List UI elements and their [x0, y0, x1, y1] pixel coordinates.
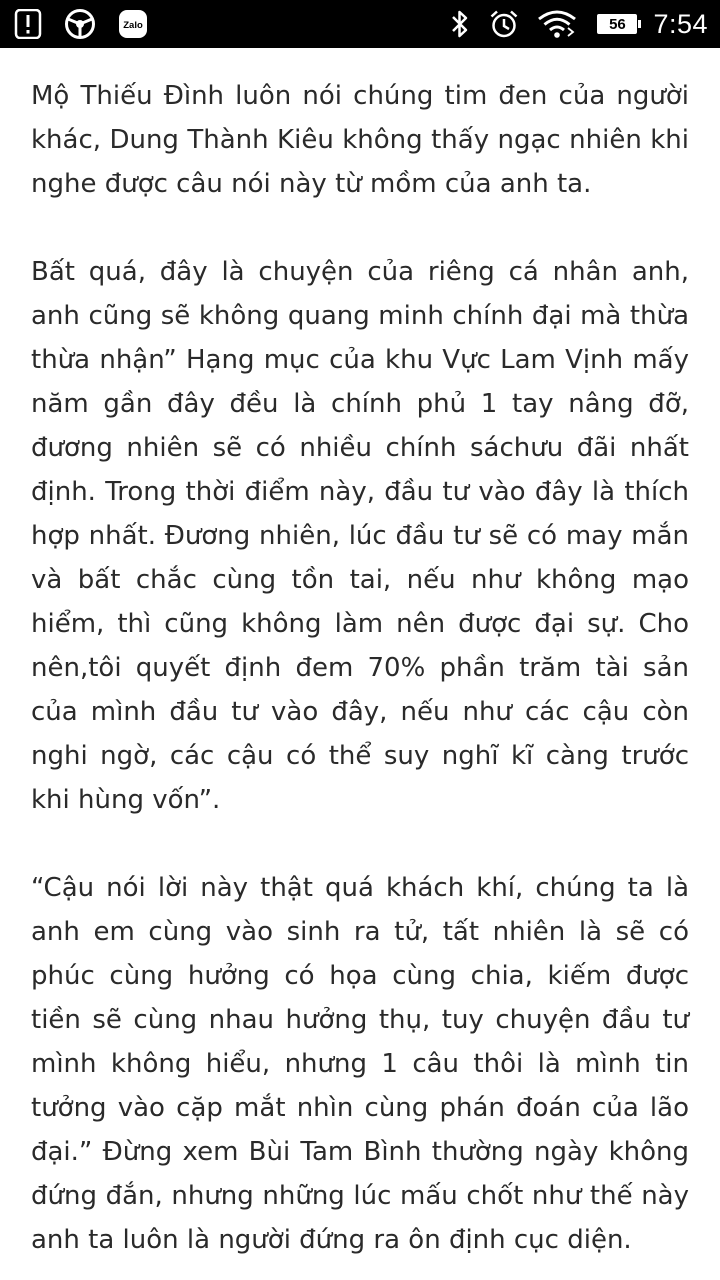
- alarm-icon: [489, 9, 519, 39]
- bluetooth-icon: [449, 9, 471, 39]
- battery-level: 56: [597, 14, 637, 34]
- zalo-icon: [118, 9, 148, 39]
- battery-cap: [638, 20, 641, 28]
- zalo-label: Zalo: [123, 20, 143, 31]
- status-bar: [0, 0, 720, 48]
- paragraph: “Cậu nói lời này thật quá khách khí, chúng ta là anh em cùng vào sinh ra tử, tất nhiên là sẽ có phúc cùng hưởng có họa cùng chia, kiếm được tiền sẽ cùng nhau hưởng thụ, tuy chuyện đầu tư mình không hiểu, nhưng 1 câu thôi là mình tin tưởng vào cặp mắt nhìn cùng phán đoán của lão đại.” Đừng xem Bùi Tam Bình thường ngày không đứng đắn, nhưng những lúc mấu chốt như thế này anh ta luôn là người đứng ra ôn định cục diện.: [31, 873, 689, 1255]
- status-time: 7:54: [653, 8, 708, 39]
- steering-wheel-icon: [64, 8, 96, 40]
- alert-icon: [14, 9, 42, 39]
- paragraph: Mộ Thiếu Đình luôn nói chúng tim đen của người khác, Dung Thành Kiêu không thấy ngạc nhiên khi nghe được câu nói này từ mồm của anh ta.: [31, 81, 689, 199]
- notification-icons: [14, 7, 148, 41]
- wifi-icon: [537, 9, 577, 39]
- paragraph: Bất quá, đây là chuyện của riêng cá nhân anh, anh cũng sẽ không quang minh chính đại mà thừa thừa nhận” Hạng mục của khu Vực Lam Vịnh mấy năm gần đây đều là chính phủ 1 tay nâng đỡ, đương nhiên sẽ có nhiều chính sáchưu đãi nhất định. Trong thời điểm này, đầu tư vào đây là thích hợp nhất. Đương nhiên, lúc đầu tư sẽ có may mắn và bất chắc cùng tồn tai, nếu như không mạo hiểm, thì cũng không làm nên được đại sự. Cho nên,tôi quyết định đem 70% phần trăm tài sản của mình đầu tư vào đây, nếu như các cậu còn nghi ngờ, các cậu có thể suy nghĩ kĩ càng trước khi hùng vốn”.: [31, 257, 689, 815]
- battery-icon: [597, 14, 641, 34]
- reader-content[interactable]: [0, 48, 720, 1280]
- system-icons: [449, 0, 708, 48]
